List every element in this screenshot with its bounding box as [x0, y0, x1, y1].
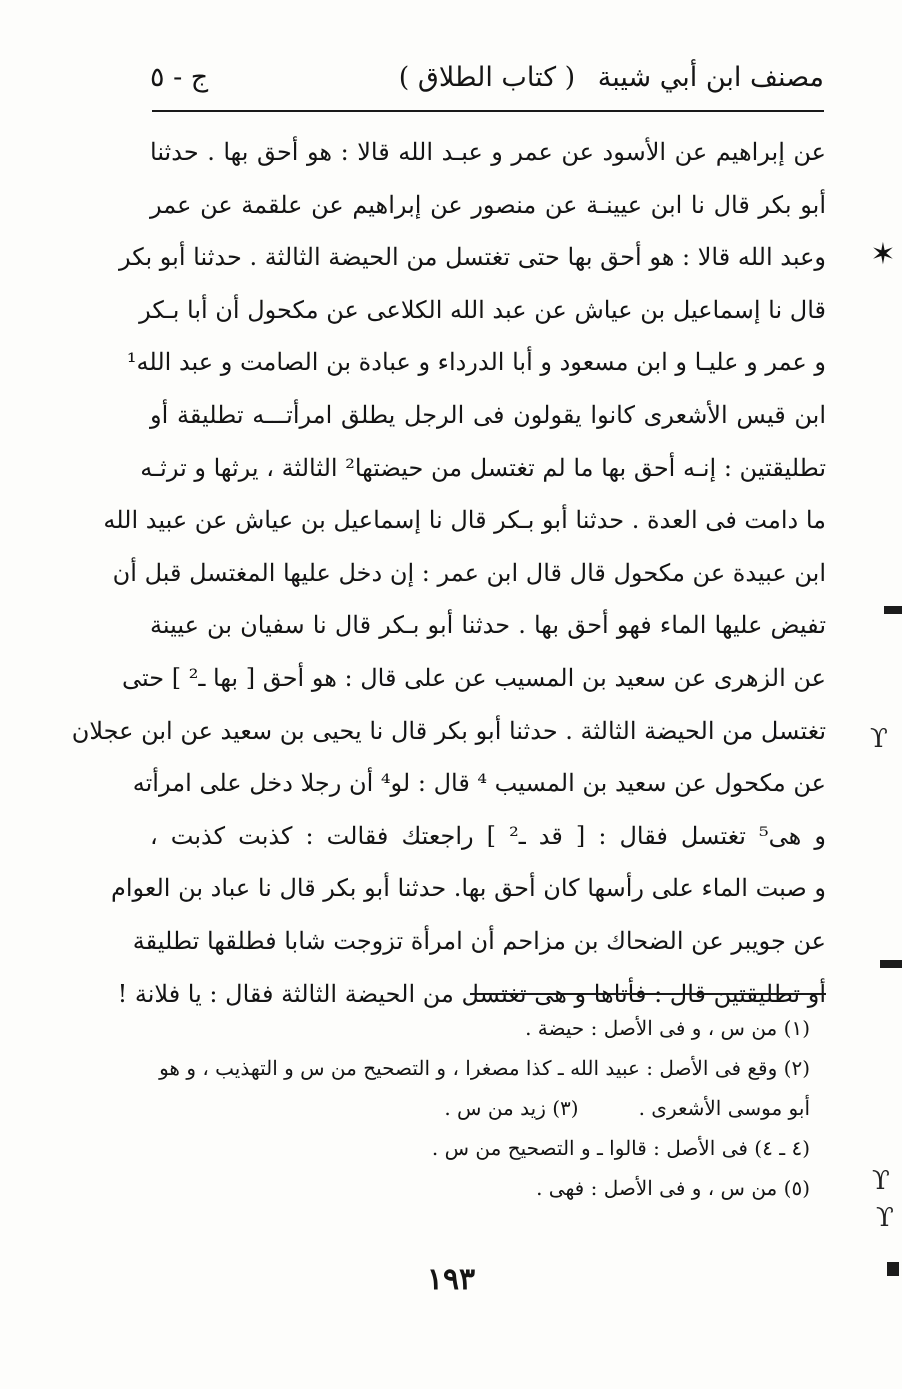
- footnote-rule: [470, 993, 826, 995]
- text-line: قال نا إسماعيل بن عياش عن عبد الله الكلاعى عن مكحول أن أبا بـكر: [139, 295, 826, 324]
- main-text: [71, 126, 826, 1020]
- text-line: عن إبراهيم عن الأسود عن عمر و عبـد الله قالا : هو أحق بها . حدثنا: [150, 138, 826, 166]
- header-rule: [152, 110, 824, 112]
- book-title: مصنف ابن أبي شيبة: [597, 62, 824, 93]
- margin-dash-mark: [887, 1262, 899, 1276]
- footnote-2: (٢) وقع فى الأصل : عبيد الله ـ كذا مصغرا ، و التصحيح من س و التهذيب ، و هو: [159, 1056, 810, 1080]
- text-line: أبو بكر قال نا ابن عيينـة عن منصور عن إبراهيم عن علقمة عن عمر: [150, 190, 826, 219]
- text-line: عن الزهرى عن سعيد بن المسيب عن على قال : هو أحق [ بها ـ² ] حتى: [122, 663, 826, 692]
- margin-scratch-mark: ϒ: [872, 1166, 890, 1196]
- text-line: تطليقتين : إنـه أحق بها ما لم تغتسل من حيضتها² الثالثة ، يرثها و ترثـه: [140, 453, 826, 482]
- text-line: و صبت الماء على رأسها كان أحق بها. حدثنا أبو بكر قال نا عباد بن العوام: [110, 874, 826, 903]
- margin-scratch-mark: ϒ: [870, 724, 888, 754]
- text-line: وعبد الله قالا : هو أحق بها حتى تغتسل من الحيضة الثالثة . حدثنا أبو بكر: [118, 243, 826, 272]
- margin-dash-mark: [884, 606, 902, 614]
- page-number: ١٩٣: [426, 1262, 476, 1297]
- chapter-title: ( كتاب الطلاق ): [398, 62, 576, 93]
- running-header: [150, 62, 824, 102]
- margin-star-mark: ✶: [870, 237, 896, 272]
- text-line: و عمر و عليـا و ابن مسعود و أبا الدرداء و عبادة بن الصامت و عبد الله¹: [126, 348, 826, 377]
- text-line: عن مكحول عن سعيد بن المسيب ⁴ قال : لو⁴ أن رجلا دخل على امرأته: [132, 769, 826, 798]
- footnote-1: (١) من س ، و فى الأصل : حيضة .: [525, 1016, 810, 1040]
- text-line: ابن قيس الأشعرى كانوا يقولون فى الرجل يطلق امرأتـــه تطليقة أو: [150, 400, 826, 429]
- text-line: و هى⁵ تغتسل فقال : [ قد ـ² ] راجعتك فقالت : كذبت كذبت ،: [150, 821, 826, 850]
- footnote-4: (٤ ـ ٤) فى الأصل : قالوا ـ و التصحيح من س .: [431, 1136, 810, 1160]
- footnotes: [135, 1008, 810, 1208]
- text-line: عن جويبر عن الضحاك بن مزاحم أن امرأة تزوجت شابا فطلقها تطليقة: [132, 926, 826, 955]
- footnote-5: (٥) من س ، و فى الأصل : فهى .: [536, 1176, 810, 1200]
- text-line: تغتسل من الحيضة الثالثة . حدثنا أبو بكر قال نا يحيى بن سعيد عن ابن عجلان: [71, 716, 826, 745]
- volume-number: ج - ٥: [150, 62, 209, 93]
- text-line: تفيض عليها الماء فهو أحق بها . حدثنا أبو بـكر قال نا سفيان بن عيينة: [150, 611, 826, 640]
- footnote-row: [135, 1088, 810, 1128]
- margin-scratch-mark: ϒ: [876, 1203, 894, 1233]
- text-line: ابن عبيدة عن مكحول قال قال ابن عمر : إن دخل عليها المغتسل قبل أن: [112, 558, 826, 587]
- footnote-2-continued: أبو موسى الأشعرى .: [638, 1096, 810, 1120]
- footnote-gap: [579, 1088, 639, 1128]
- margin-dash-mark: [880, 960, 902, 968]
- text-line: أو تطليقتين قال : فأتاها و هى تغتسل من الحيضة الثالثة فقال : يا فلانة !: [117, 979, 826, 1008]
- footnote-3: (٣) زيد من س .: [444, 1096, 579, 1120]
- text-line: ما دامت فى العدة . حدثنا أبو بـكر قال نا إسماعيل بن عياش عن عبيد الله: [103, 506, 826, 535]
